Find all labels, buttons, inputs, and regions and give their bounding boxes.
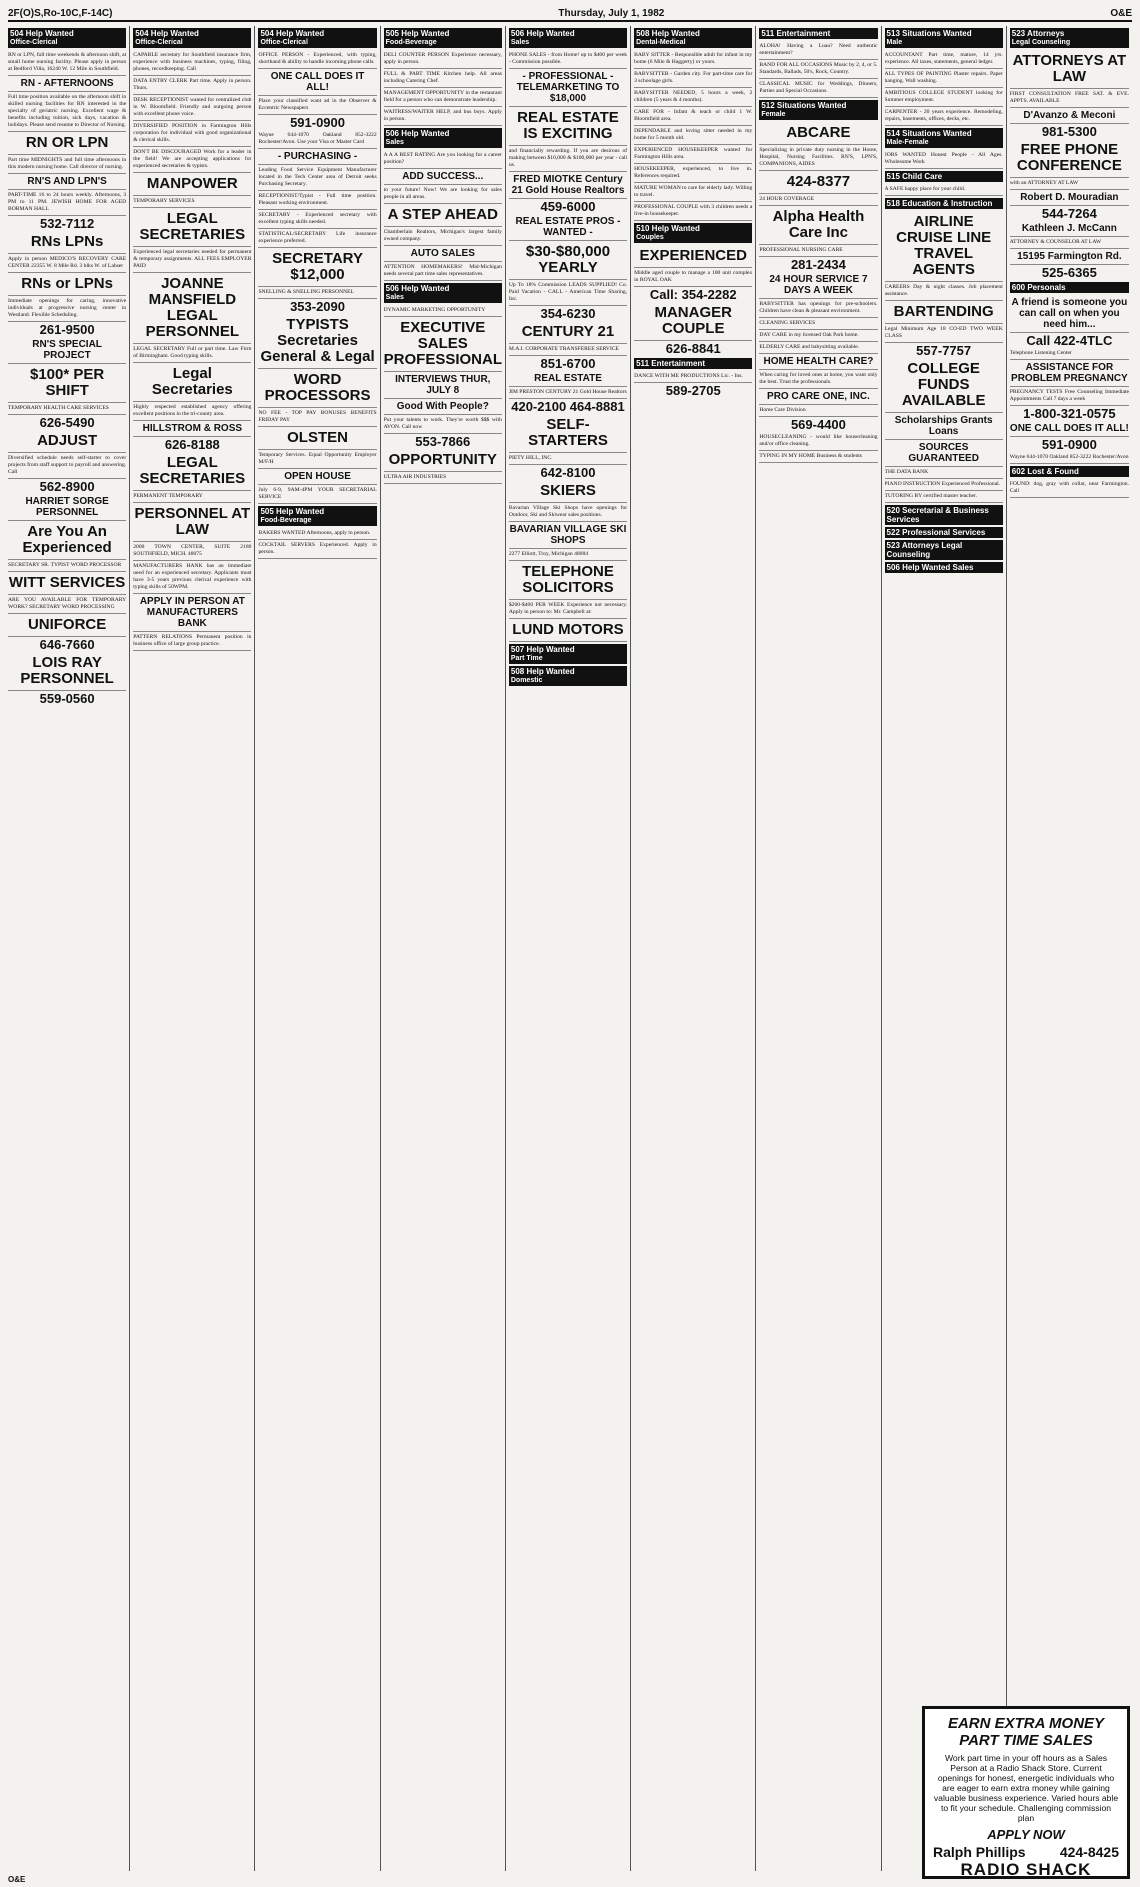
classified-ad: Full time position available on the afternoon shift in skilled nursing facilities for RN interested in the specialty of geriatric nursing. Excellent wage & benefits including tuition, sick days, vacation & holidays. Please send resume to Director of Nursing. xyxy=(8,92,126,132)
section-header: 511 Entertainment xyxy=(759,28,877,39)
ad-phone: Call: 354-2282 xyxy=(649,287,737,302)
ad-headline: REAL ESTATE IS EXCITING xyxy=(509,107,627,146)
ad-headline: LOIS RAY PERSONNEL xyxy=(8,652,126,691)
ad-headline: EARN EXTRA MONEY PART TIME SALES xyxy=(947,1715,1105,1749)
classified-ad: THE DATA BANK xyxy=(885,467,1003,479)
classified-ad: BAKERS WANTED Afternoons, apply in person. xyxy=(258,528,376,540)
ad-headline: A friend is someone you can call on when you need him... xyxy=(1010,295,1129,333)
section-header: 523 Attorneys Legal Counseling xyxy=(1010,28,1129,48)
classified-ad: Highly respected established agency offering excellent positions in the tri-county area. xyxy=(133,402,251,421)
ad-headline: $100* PER SHIFT xyxy=(8,364,126,403)
classified-ad: Experienced legal secretaries needed for permanent & temporary assignments. ALL FEES EMPLOYER PAID xyxy=(133,247,251,273)
classified-ad: BABYSITTER has openings for pre-schoolers. Children have clean & pleasant environment. xyxy=(759,299,877,318)
classified-ad: July 6-9, 9AM-4PM YOUR SECRETARIAL SERVICE xyxy=(258,485,376,504)
section-header: 523 Attorneys Legal Counseling xyxy=(885,540,1003,560)
section-header: 504 Help Wanted Office-Clerical xyxy=(258,28,376,48)
classified-ad: RECEPTIONIST/Typist - Full time position. Pleasant working environment. xyxy=(258,191,376,210)
ad-phone: 851-6700 xyxy=(540,356,596,371)
section-header: 522 Professional Services xyxy=(885,527,1003,538)
classified-ad: Chamberlain Realtors, Michigan's largest family owned company. xyxy=(384,227,502,246)
ad-headline: LEGAL SECRETARIES xyxy=(133,208,251,247)
ad-headline: LEGAL SECRETARIES xyxy=(133,452,251,491)
classified-ad: Legal Minimum Age 18 CO-ED TWO WEEK CLASS xyxy=(885,324,1003,343)
ad-headline: RN'S SPECIAL PROJECT xyxy=(8,337,126,364)
ad-headline: RNs LPNs xyxy=(8,231,126,254)
ad-phone: 553-7866 xyxy=(415,434,471,449)
column-8 xyxy=(885,26,1007,1871)
classified-ad: When caring for loved ones at home, you want only the best. Trust the professionals. xyxy=(759,370,877,389)
classified-ad: SECRETARY SR. TYPIST WORD PROCESSOR xyxy=(8,560,126,572)
classified-ad: WAITRESS/WAITER HELP, and bus boys. Apply in person. xyxy=(384,107,502,126)
section-header: 505 Help Wanted Food-Beverage xyxy=(384,28,502,48)
ad-headline: Legal Secretaries xyxy=(133,363,251,402)
section-header: 511 Entertainment xyxy=(634,358,752,369)
classified-ad: TUTORING BY certified master teacher. xyxy=(885,491,1003,503)
ad-headline: D'Avanzo & Meconi xyxy=(1010,108,1129,124)
ad-headline: 15195 Farmington Rd. xyxy=(1010,249,1129,265)
ad-headline: LUND MOTORS xyxy=(509,619,627,642)
ad-phone: 420-2100 464-8881 xyxy=(511,399,625,414)
ad-phone: 1-800-321-0575 xyxy=(1023,406,1116,421)
page-footer: O&E xyxy=(8,1875,26,1884)
classified-ad: EXPERIENCED HOUSEKEEPER wanted for Farmington Hills area. xyxy=(634,145,752,164)
ad-phone: 569-4400 xyxy=(790,417,846,432)
ad-phone: 544-7264 xyxy=(1041,206,1097,221)
ad-headline: RN'S AND LPN'S xyxy=(8,174,126,190)
classified-ad: PIETY HILL, INC. xyxy=(509,453,627,465)
masthead xyxy=(8,6,1132,22)
ad-phone: 459-6000 xyxy=(540,199,596,214)
ad-headline: BAVARIAN VILLAGE SKI SHOPS xyxy=(509,522,627,549)
classified-ad: Specializing in private duty nursing in the Home, Hospital, Nursing Facilities. RN'S, LPN'S, COMPANIONS, AIDES xyxy=(759,145,877,171)
classified-ad: PIANO INSTRUCTION Experienced Professional. xyxy=(885,479,1003,491)
ad-phone: 532-7112 xyxy=(39,216,95,231)
classified-ad: $200-$400 PER WEEK Experience not necessary. Apply in person to: Mr. Campbell at: xyxy=(509,600,627,619)
classified-ad: M.A.I. CORPORATE TRANSFEREE SERVICE xyxy=(509,344,627,356)
classified-ad: DESK RECEPTIONIST wanted for centralized club in W. Bloomfield. Friendly and outgoing person with excellent phone voice. xyxy=(133,95,251,121)
column-2 xyxy=(133,26,255,1871)
classified-ad: Part time MIDNIGHTS and full time afternoons in this modern nursing home. Call director of nursing. xyxy=(8,155,126,174)
classified-ad: ARE YOU AVAILABLE FOR TEMPORARY WORK? SECRETARY WORD PROCESSING xyxy=(8,595,126,614)
classified-ad: DAY CARE in my licensed Oak Park home. xyxy=(759,330,877,342)
ad-headline: $30-$80,000 YEARLY xyxy=(509,241,627,280)
classified-columns xyxy=(8,26,1132,1871)
ad-headline: RNs or LPNs xyxy=(8,273,126,296)
section-header: 506 Help Wanted Sales xyxy=(885,562,1003,573)
ad-phone: 562-8900 xyxy=(39,479,95,494)
ad-phone: 353-2090 xyxy=(290,299,346,314)
ad-headline: - PROFESSIONAL - TELEMARKETING TO $18,000 xyxy=(509,69,627,107)
classified-ad: DIVERSIFIED POSITION in Farmington Hills corporation for individual with good organizational & clerical skills. xyxy=(133,121,251,147)
classified-ad: ELDERLY CARE and babysitting available. xyxy=(759,342,877,354)
classified-ad: CLEANING SERVICES xyxy=(759,318,877,330)
ad-headline: INTERVIEWS THUR, JULY 8 xyxy=(384,372,502,399)
ad-headline: JOANNE MANSFIELD LEGAL PERSONNEL xyxy=(133,273,251,344)
ad-phone: 261-9500 xyxy=(39,322,95,337)
ad-headline: MANAGER COUPLE xyxy=(634,302,752,341)
ad-headline: HILLSTROM & ROSS xyxy=(133,421,251,437)
classified-ad: FOUND: dog, gray with collar, near Farmington. Call xyxy=(1010,479,1129,498)
ad-headline: PRO CARE ONE, INC. xyxy=(759,389,877,405)
ad-headline: Good With People? xyxy=(384,399,502,415)
ad-headline: SKIERS xyxy=(509,480,627,503)
section-header: 508 Help Wanted Domestic xyxy=(509,666,627,686)
classified-ad: ULTRA AIR INDUSTRIES xyxy=(384,472,502,484)
ad-headline: SECRETARY $12,000 xyxy=(258,248,376,287)
classified-ad: 2277 Elliott, Troy, Michigan 48084 xyxy=(509,549,627,561)
ad-headline: APPLY IN PERSON AT MANUFACTURERS BANK xyxy=(133,594,251,632)
ad-headline: HOME HEALTH CARE? xyxy=(759,354,877,370)
contact-phone: 424-8425 xyxy=(1059,1844,1119,1860)
section-header: 513 Situations Wanted Male xyxy=(885,28,1003,48)
section-header: 505 Help Wanted Food-Beverage xyxy=(258,506,376,526)
section-header: 504 Help Wanted Office-Clerical xyxy=(133,28,251,48)
classified-ad: with an ATTORNEY AT LAW xyxy=(1010,178,1129,190)
ad-headline: COLLEGE FUNDS AVAILABLE xyxy=(885,358,1003,413)
section-header: 518 Education & Instruction xyxy=(885,198,1003,209)
ad-headline: A STEP AHEAD xyxy=(384,204,502,227)
section-header: 506 Help Wanted Sales xyxy=(384,128,502,148)
ad-headline: AIRLINE CRUISE LINE TRAVEL AGENTS xyxy=(885,211,1003,282)
brand-logo: RADIO SHACK xyxy=(960,1860,1092,1879)
ad-headline: REAL ESTATE PROS - WANTED - xyxy=(509,214,627,241)
ad-headline: FREE PHONE CONFERENCE xyxy=(1010,139,1129,178)
classified-ad: Wayne 644-1070 Oakland 852-3222 Rochester/Avon xyxy=(1010,452,1129,464)
ad-headline: - PURCHASING - xyxy=(258,149,376,165)
ad-headline: REAL ESTATE xyxy=(509,371,627,387)
classified-ad: DEPENDABLE and loving sitter needed in my home for 5 month old. xyxy=(634,126,752,145)
classified-ad: and financially rewarding. If you are desirous of making between $10,000 & $100,000 per year - call us. xyxy=(509,146,627,172)
classified-ad: DELI COUNTER PERSON Experience necessary, apply in person. xyxy=(384,50,502,69)
classified-ad: MANAGEMENT OPPORTUNITY in the restaurant field for a person who can demonstrate leadership. xyxy=(384,88,502,107)
classified-ad: AMBITIOUS COLLEGE STUDENT looking for Summer employment. xyxy=(885,88,1003,107)
section-header: 602 Lost & Found xyxy=(1010,466,1129,477)
contact-row xyxy=(933,1844,1119,1860)
column-7 xyxy=(759,26,881,1871)
classified-ad: Home Care Division xyxy=(759,405,877,417)
classified-ad: LEGAL SECRETARY Full or part time. Law Firm of Birmingham. Good typing skills. xyxy=(133,344,251,363)
ad-phone: 525-6365 xyxy=(1041,265,1097,280)
column-9 xyxy=(1010,26,1132,1871)
ad-headline: UNIFORCE xyxy=(8,614,126,637)
ad-headline: OPPORTUNITY xyxy=(384,449,502,472)
classified-ad: JOBS WANTED Honest People - All Ages. Wholesome Work xyxy=(885,150,1003,169)
classified-ad: FULL & PART TIME Kitchen help. All areas including Catering Chef. xyxy=(384,69,502,88)
ad-phone: 557-7757 xyxy=(916,343,972,358)
section-header: 504 Help Wanted Office-Clerical xyxy=(8,28,126,48)
ad-headline: Scholarships Grants Loans xyxy=(885,413,1003,440)
section-header: 514 Situations Wanted Male-Female xyxy=(885,128,1003,148)
ad-headline: Alpha Health Care Inc xyxy=(759,206,877,245)
ad-phone: Call 422-4TLC xyxy=(1026,333,1113,348)
ad-headline: ATTORNEYS AT LAW xyxy=(1010,50,1129,89)
classified-ad: Bavarian Village Ski Shops have openings for Outdoor, Ski and Skiwear sales positions. xyxy=(509,503,627,522)
classified-ad: ALOHA! Having a Luau? Need authentic entertainment? xyxy=(759,41,877,60)
classified-ad: ATTORNEY & COUNSELOR AT LAW xyxy=(1010,237,1129,249)
ad-headline: Robert D. Mouradian xyxy=(1010,190,1129,206)
classified-ad: Wayne 644-1070 Oakland 852-3222 Rochester/Avon. Use your Visa or Master Card xyxy=(258,130,376,149)
classified-ad: DANCE WITH ME PRODUCTIONS Lic. - Ins. xyxy=(634,371,752,383)
classified-ad: CARPENTER - 20 years experience. Remodeling, repairs, basements, offices, decks, etc. xyxy=(885,107,1003,126)
classified-ad: Immediate openings for caring, innovative individuals at progressive nursing center in Westland. Flexible Scheduling. xyxy=(8,296,126,322)
radio-shack-ad xyxy=(922,1706,1130,1879)
column-1 xyxy=(8,26,130,1871)
classified-ad: TEMPORARY SERVICES xyxy=(133,196,251,208)
classified-ad: COCKTAIL SERVERS Experienced. Apply in person. xyxy=(258,540,376,559)
classified-ad: OFFICE PERSON - Experienced, with typing, shorthand & ability to handle incoming phone calls. xyxy=(258,50,376,69)
classified-ad: PATTERN RELATIONS Permanent position in business office of large group practice. xyxy=(133,632,251,651)
classified-ad: PROFESSIONAL COUPLE with 3 children needs a live-in housekeeper. xyxy=(634,202,752,221)
ad-phone: 591-0900 xyxy=(1041,437,1097,452)
classified-ad: HOUSEKEEPER, experienced, to live in. References required. xyxy=(634,164,752,183)
ad-phone: 642-8100 xyxy=(540,465,596,480)
classified-ad: TEMPORARY HEALTH CARE SERVICES xyxy=(8,403,126,415)
contact-name: Ralph Phillips xyxy=(933,1844,1026,1860)
classified-ad: PERMANENT TEMPORARY xyxy=(133,491,251,503)
ad-headline: FRED MIOTKE Century 21 Gold House Realtors xyxy=(509,172,627,199)
ad-headline: CENTURY 21 xyxy=(509,321,627,344)
classified-ad: CLASSICAL MUSIC for Weddings, Dinners, Parties and Special Occasions. xyxy=(759,79,877,98)
ad-phone: 354-6230 xyxy=(540,306,596,321)
apply-now-text: APPLY NOW xyxy=(987,1827,1065,1842)
ad-headline: PERSONNEL AT LAW xyxy=(133,503,251,542)
classified-ad: Middle aged couple to manage a 100 unit complex in ROYAL OAK xyxy=(634,268,752,287)
classified-ad: CAREERS Day & night classes. Job placement assistance. xyxy=(885,282,1003,301)
ad-headline: ONE CALL DOES IT ALL! xyxy=(1010,421,1129,437)
ad-headline: ADD SUCCESS... xyxy=(384,169,502,185)
ad-headline: RN OR LPN xyxy=(8,132,126,155)
classified-ad: Diversified schedule needs self-starter to cover projects from staff support to payroll and answering. Call xyxy=(8,453,126,479)
classified-ad: ATTENTION HOMEMAKERS! Mid-Michigan needs several part time sales representatives. xyxy=(384,262,502,281)
ad-phone: 591-0900 xyxy=(290,115,346,130)
classified-ad: Up To 18% Commission LEADS SUPPLIED! Co. Paid Vacation - CALL - American Time Sharing, Inc. xyxy=(509,280,627,306)
column-4 xyxy=(384,26,506,1871)
ad-headline: Are You An Experienced xyxy=(8,521,126,560)
ad-headline: AUTO SALES xyxy=(384,246,502,262)
ad-headline: HARRIET SORGE PERSONNEL xyxy=(8,494,126,521)
ad-phone: 559-0560 xyxy=(39,691,95,706)
classified-ad: 2000 TOWN CENTER, SUITE 2180 SOUTHFIELD, MICH. 48075 xyxy=(133,542,251,561)
classified-ad: CARE FOR - Infant & teach or child 1 W. Bloomfield area. xyxy=(634,107,752,126)
ad-headline: TYPISTS Secretaries General & Legal xyxy=(258,314,376,369)
ad-headline: EXECUTIVE SALES PROFESSIONAL xyxy=(384,317,502,372)
classified-ad: Put your talents to work. They're worth $$$ with AVON. Call now xyxy=(384,415,502,434)
classified-ad: PROFESSIONAL NURSING CARE xyxy=(759,245,877,257)
classified-ad: DATA ENTRY CLERK Part time. Apply in person. Thurs. xyxy=(133,76,251,95)
ad-phone: 281-2434 xyxy=(790,257,846,272)
section-header: 507 Help Wanted Part Time xyxy=(509,644,627,664)
ad-phone: 626-8188 xyxy=(164,437,220,452)
classified-ad: A A A BEST RATING Are you looking for a career position? xyxy=(384,150,502,169)
column-6 xyxy=(634,26,756,1871)
ad-phone: 626-5490 xyxy=(39,415,95,430)
ad-phone: 981-5300 xyxy=(1041,124,1097,139)
ad-body: Work part time in your off hours as a Sales Person at a Radio Shack Store. Current openings for honest, energetic individuals who are eager to earn extra money while gaining valuable business experience. Varied hours able to fit your schedule. Challenging commission plan xyxy=(933,1753,1119,1823)
ad-headline: OLSTEN xyxy=(258,427,376,450)
ad-phone: 626-8841 xyxy=(665,341,721,356)
classified-ad: TYPING IN MY HOME Business & students xyxy=(759,451,877,463)
classified-ad: BABYSITTER NEEDED, 5 hours a week, 2 children (5 years & 4 months). xyxy=(634,88,752,107)
classified-ad: JIM PRESTON CENTURY 21 Gold House Realtors xyxy=(509,387,627,399)
classified-ad: CAPABLE secretary for Southfield insurance firm, experience with business machines, typing, filing, phones, recordkeeping. Call xyxy=(133,50,251,76)
ad-headline: SELF-STARTERS xyxy=(509,414,627,453)
classified-ad: PHONE SALES - from Home! up to $400 per week - Commission possible. xyxy=(509,50,627,69)
section-header: 508 Help Wanted Dental-Medical xyxy=(634,28,752,48)
classified-ad: PREGNANCY TESTS Free Counseling Immediate Appointments Call 7 days a week xyxy=(1010,387,1129,406)
ad-headline: SOURCES GUARANTEED xyxy=(885,440,1003,467)
ad-headline: 24 HOUR SERVICE 7 DAYS A WEEK xyxy=(759,272,877,299)
classified-ad: Temporary Services. Equal Opportunity Employer M/F/H xyxy=(258,450,376,469)
classified-ad: 24 HOUR COVERAGE xyxy=(759,194,877,206)
ad-headline: WORD PROCESSORS xyxy=(258,369,376,408)
section-header: 520 Secretarial & Business Services xyxy=(885,505,1003,525)
classified-ad: BAND FOR ALL OCCASIONS Music by 2, 4, or 5. Standards, Ballads, 50's, Rock, Country. xyxy=(759,60,877,79)
classified-ad: A SAFE happy place for your child. xyxy=(885,184,1003,196)
ad-headline: ASSISTANCE FOR PROBLEM PREGNANCY xyxy=(1010,360,1129,387)
issue-date: Thursday, July 1, 1982 xyxy=(558,7,665,19)
classified-ad: DON'T BE DISCOURAGED Work for a leader in the field! We are accepting applications for experienced secretaries & typists. xyxy=(133,147,251,173)
classified-ad: RN or LPN, full time weekends & afternoon shift, at small home nursing facility. Please apply in person at Bedford Villa, 16240 W. 12 Mile in Southfield. xyxy=(8,50,126,76)
column-3 xyxy=(258,26,380,1871)
ad-headline: RN - AFTERNOONS xyxy=(8,76,126,92)
classified-ad: Apply in person MEDICO'S RECOVERY CARE CENTER 22355 W. 8 Mile Rd. 3 blks W. of Lahser xyxy=(8,254,126,273)
classified-ad: BABY SITTER - Responsible adult for infant in my home (6 Mile & Haggerty) or yours. xyxy=(634,50,752,69)
section-header: 510 Help Wanted Couples xyxy=(634,223,752,243)
ad-headline: 424-8377 xyxy=(759,171,877,194)
section-header: 506 Help Wanted Sales xyxy=(509,28,627,48)
classified-ad: Place your classified want ad in the Observer & Eccentric Newspapers xyxy=(258,96,376,115)
classified-ad: ACCOUNTANT Part time, mature, 14 yrs. experience. All taxes, statements, general ledger. xyxy=(885,50,1003,69)
ad-phone: 589-2705 xyxy=(665,383,721,398)
section-code: 2F(O)S,Ro-10C,F-14C) xyxy=(8,7,113,19)
ad-headline: TELEPHONE SOLICITORS xyxy=(509,561,627,600)
ad-headline: ONE CALL DOES IT ALL! xyxy=(258,69,376,96)
classified-ad: BABYSITTER - Garden city. For part-time care for 3 schoolage girls. xyxy=(634,69,752,88)
classified-ad: MATURE WOMAN to care for elderly lady. Willing to travel. xyxy=(634,183,752,202)
classified-ad: Leading Food Service Equipment Manufacturer located in the Tech Center area of Detroit seeks Purchasing Secretary. xyxy=(258,165,376,191)
ad-headline: ABCARE xyxy=(759,122,877,145)
section-header: 512 Situations Wanted Female xyxy=(759,100,877,120)
classified-ad: PART-TIME 16 to 24 hours weekly. Afternoons, 3 PM to 11 PM. JEWISH HOME FOR AGED BORMAN HALL xyxy=(8,190,126,216)
classified-ad: FIRST CONSULTATION FREE SAT. & EVE. APPTS. AVAILABLE xyxy=(1010,89,1129,108)
classified-ad: NO FEE - TOP PAY BONUSES BENEFITS FRIDAY PAY xyxy=(258,408,376,427)
classified-ad: STATISTICAL/SECRETARY Life insurance experience preferred. xyxy=(258,229,376,248)
classified-ad: Telephone Listening Center xyxy=(1010,348,1129,360)
section-header: 506 Help Wanted Sales xyxy=(384,283,502,303)
classified-ad: DYNAMIC MARKETING OPPORTUNITY xyxy=(384,305,502,317)
ad-headline: EXPERIENCED xyxy=(634,245,752,268)
section-header: 515 Child Care xyxy=(885,171,1003,182)
classified-ad: ALL TYPES OF PAINTING Plaster repairs. Paper hanging. Wall washing. xyxy=(885,69,1003,88)
ad-phone: 646-7660 xyxy=(39,637,95,652)
ad-headline: OPEN HOUSE xyxy=(258,469,376,485)
section-header: 600 Personals xyxy=(1010,282,1129,293)
ad-headline: WITT SERVICES xyxy=(8,572,126,595)
ad-headline: Kathleen J. McCann xyxy=(1010,221,1129,237)
ad-headline: BARTENDING xyxy=(885,301,1003,324)
ad-headline: ADJUST xyxy=(8,430,126,453)
classified-ad: HOUSECLEANING - would like housecleaning and/or office cleaning. xyxy=(759,432,877,451)
publication-tag: O&E xyxy=(1110,7,1132,19)
ad-headline: MANPOWER xyxy=(133,173,251,196)
column-5 xyxy=(509,26,631,1871)
classified-ad: SNELLING & SNELLING PERSONNEL xyxy=(258,287,376,299)
classified-ad: MANUFACTURERS HANK has an immediate need for an experienced secretary. Applicants must have 3-5 years previous clerical experience with typing skills of 50WPM. xyxy=(133,561,251,594)
classified-ad: to your future! Now! We are looking for sales people in all areas. xyxy=(384,185,502,204)
classified-ad: SECRETARY - Experienced secretary with excellent typing skills needed. xyxy=(258,210,376,229)
